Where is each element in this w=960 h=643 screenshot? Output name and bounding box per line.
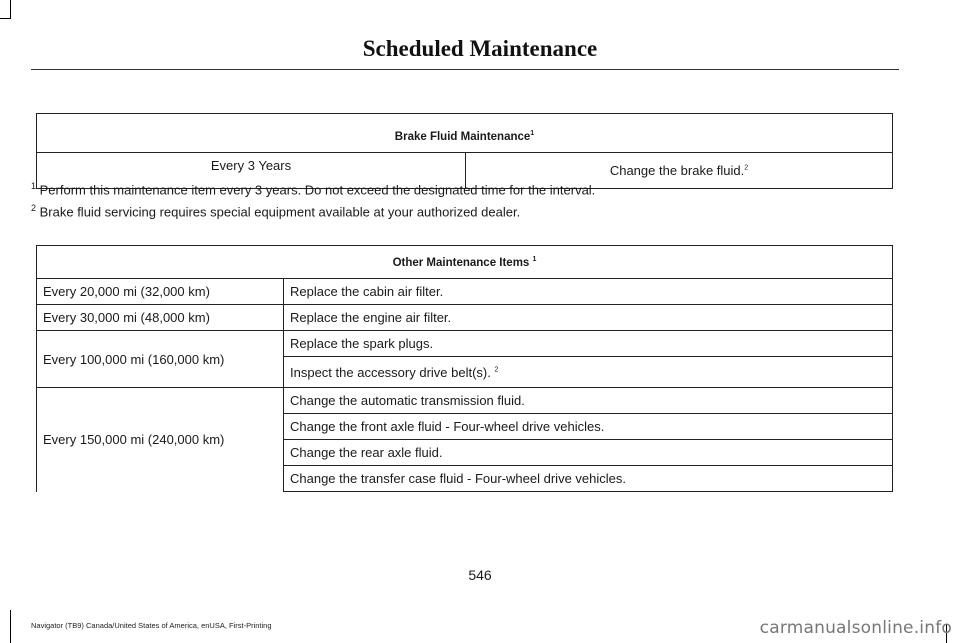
task-cell: Replace the engine air filter. [284,305,893,331]
watermark: carmanualsonline.info [759,618,952,638]
footnote: $^1$ Perform this maintenance item every 3 years. Do not exceed the designated time for the interval. [31,181,596,198]
task-cell: Change the brake fluid.$^2$ [466,153,893,189]
table-row [37,279,893,305]
document-footer: Navigator (TB9) Canada/United States of America, enUSA, First-Printing [31,621,272,630]
task-cell: Change the automatic transmission fluid. [284,388,893,414]
other-maintenance-table [36,245,893,492]
interval-cell: Every 3 Years [37,153,466,189]
task-cell: Replace the cabin air filter. [284,279,893,305]
title-divider [31,69,899,70]
interval-cell: Every 20,000 mi (32,000 km) [37,279,284,305]
table-row [37,331,893,357]
task-cell: Change the rear axle fluid. [284,440,893,466]
interval-cell: Every 150,000 mi (240,000 km) [37,388,284,492]
task-cell: Inspect the accessory drive belt(s). $^2$ [284,357,893,388]
crop-mark-top-left-h [0,18,11,19]
page-title: Scheduled Maintenance [362,36,598,61]
task-cell: Change the transfer case fluid - Four-wheel drive vehicles. [284,466,893,492]
table-row [37,388,893,414]
brake-fluid-table [36,113,893,189]
other-table-header: Other Maintenance Items $^1$ [37,246,893,279]
crop-mark-bottom-left-v [10,610,11,643]
crop-mark-top-left-v [10,0,11,18]
task-cell: Change the front axle fluid - Four-wheel drive vehicles. [284,414,893,440]
task-cell: Replace the spark plugs. [284,331,893,357]
table-row [37,305,893,331]
page-number: 546 [468,567,492,583]
interval-cell: Every 100,000 mi (160,000 km) [37,331,284,388]
brake-table-header: Brake Fluid Maintenance$^1$ [37,114,893,153]
footnote: $^2$ Brake fluid servicing requires special equipment available at your authorized dealer. [31,203,521,220]
interval-cell: Every 30,000 mi (48,000 km) [37,305,284,331]
